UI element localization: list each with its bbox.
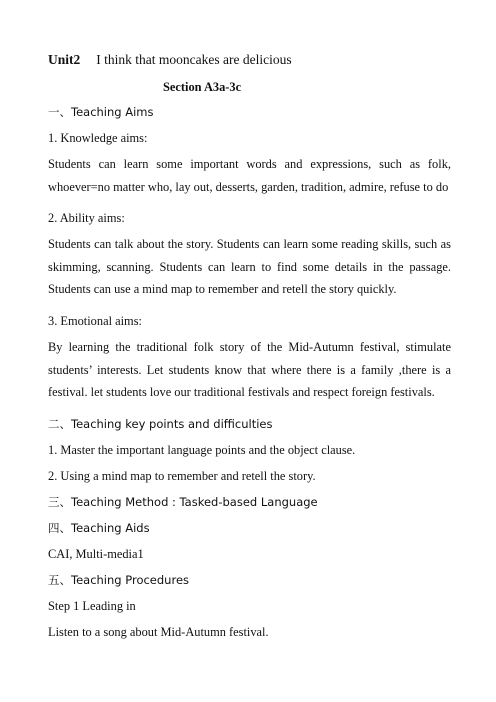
ability-aims-text: Students can talk about the story. Students can learn some reading skills, such as skimming, scanning. Students can learn to find some details in the passage. Students can use a mind map to remember and retell the story quickly. [48,237,451,296]
teaching-aids-text: CAI, Multi-media1 [48,547,144,561]
heading-teaching-aids: 四、Teaching Aids [48,521,150,535]
section-subtitle: Section A3a-3c [163,80,242,94]
title-unit: Unit2 [48,52,81,67]
key-point-2: 2. Using a mind map to remember and retell the story. [48,469,316,483]
ability-aims-heading: 2. Ability aims: [48,211,125,225]
heading-teaching-method: 三、Teaching Method : Tasked-based Language [48,495,318,509]
heading-teaching-aims: 一、Teaching Aims [48,105,154,119]
emotional-aims-heading: 3. Emotional aims: [48,314,142,328]
document-title [48,52,451,68]
knowledge-aims-text: Students can learn some important words and expressions, such as folk, whoever=no matter who, lay out, desserts, garden, tradition, admire, refuse to do [48,157,451,194]
heading-teaching-procedures: 五、Teaching Procedures [48,573,190,587]
step-1-heading: Step 1 Leading in [48,599,136,613]
emotional-aims-text: By learning the traditional folk story of the Mid-Autumn festival, stimulate students’ interests. Let students know that where there is a family ,there is a festival. let students love our traditional festivals and respect foreign festivals. [48,340,451,399]
key-point-1: 1. Master the important language points and the object clause. [48,443,356,457]
knowledge-aims-heading: 1. Knowledge aims: [48,131,148,145]
heading-key-points: 二、Teaching key points and difficulties [48,417,273,431]
title-text: I think that mooncakes are delicious [96,52,292,67]
step-1-text: Listen to a song about Mid-Autumn festival. [48,625,269,639]
